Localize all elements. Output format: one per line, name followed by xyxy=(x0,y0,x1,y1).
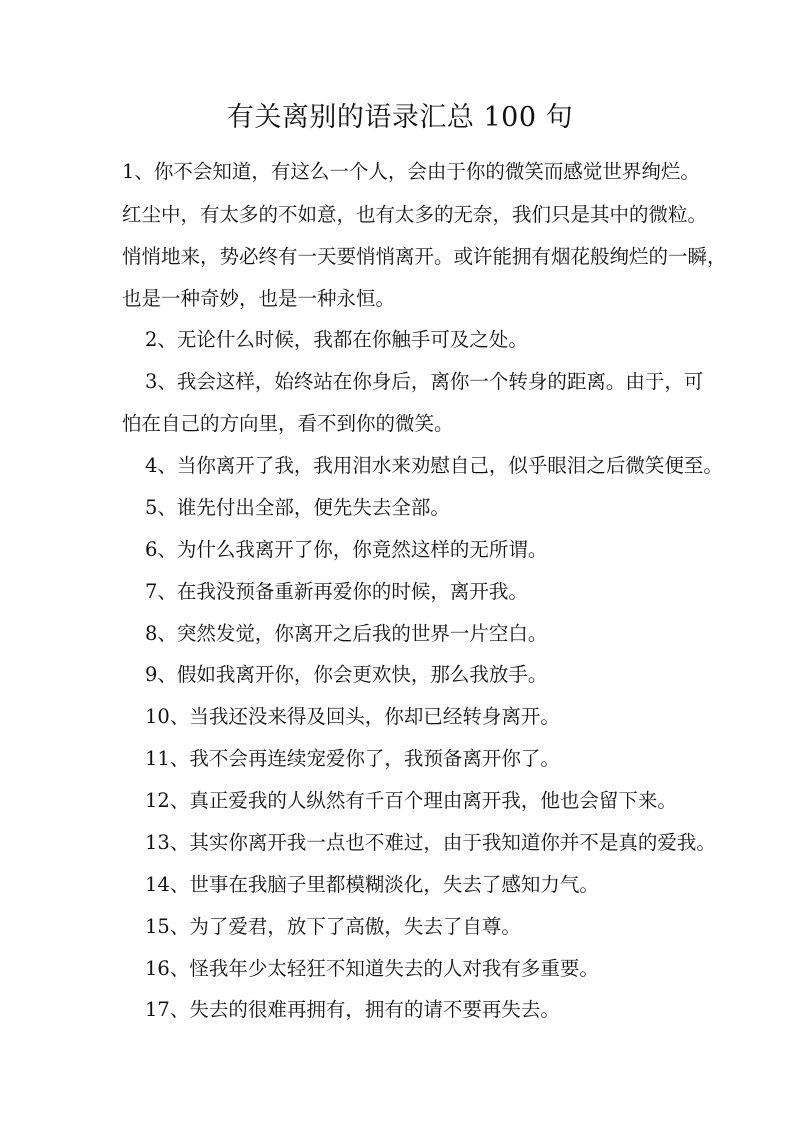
quote-item-3: 3、我会这样，始终站在你身后，离你一个转身的距离。由于，可 xyxy=(145,370,704,393)
quote-item-16: 16、怪我年少太轻狂不知道失去的人对我有多重要。 xyxy=(145,957,599,980)
quote-item-6: 6、为什么我离开了你，你竟然这样的无所谓。 xyxy=(145,538,548,561)
text-line-1: 1、你不会知道，有这么一个人，会由于你的微笑而感觉世界绚烂。 xyxy=(122,160,700,183)
quote-item-15: 15、为了爱君，放下了高傲，失去了自尊。 xyxy=(145,915,521,938)
document-title: 有关离别的语录汇总 100 句 xyxy=(226,102,574,133)
text-line-4: 也是一种奇妙，也是一种永恒。 xyxy=(122,287,396,310)
quote-item-13: 13、其实你离开我一点也不难过，由于我知道你并不是真的爱我。 xyxy=(145,831,716,854)
quote-item-9: 9、假如我离开你，你会更欢快，那么我放手。 xyxy=(145,663,548,686)
quote-item-5: 5、谁先付出全部，便先失去全部。 xyxy=(145,496,450,519)
quote-item-7: 7、在我没预备重新再爱你的时候，离开我。 xyxy=(145,580,528,603)
text-line-2: 红尘中，有太多的不如意，也有太多的无奈，我们只是其中的微粒。 xyxy=(122,203,708,226)
quote-item-10: 10、当我还没来得及回头，你却已经转身离开。 xyxy=(145,705,560,728)
quote-item-12: 12、真正爱我的人纵然有千百个理由离开我，他也会留下来。 xyxy=(145,789,677,812)
quote-item-11: 11、我不会再连续宠爱你了，我预备离开你了。 xyxy=(145,747,560,770)
quote-item-17: 17、失去的很难再拥有，拥有的请不要再失去。 xyxy=(145,998,560,1021)
quote-item-2: 2、无论什么时候，我都在你触手可及之处。 xyxy=(145,328,528,351)
quote-item-3-cont: 怕在自己的方向里，看不到你的微笑。 xyxy=(122,412,454,435)
quote-item-4: 4、当你离开了我，我用泪水来劝慰自己，似乎眼泪之后微笑便至。 xyxy=(145,454,723,477)
quote-item-8: 8、突然发觉，你离开之后我的世界一片空白。 xyxy=(145,622,548,645)
text-line-3: 悄悄地来，势必终有一天要悄悄离开。或许能拥有烟花般绚烂的一瞬， xyxy=(122,245,727,268)
quote-item-14: 14、世事在我脑子里都模糊淡化，失去了感知力气。 xyxy=(145,873,599,896)
